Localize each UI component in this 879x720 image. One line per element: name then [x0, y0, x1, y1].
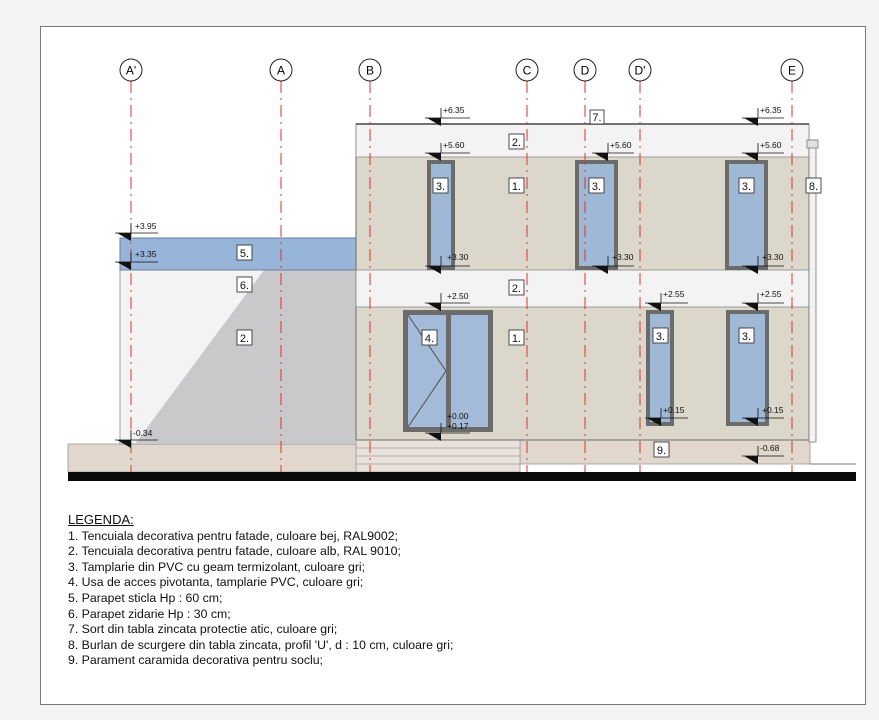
- level-label: +0.17: [447, 421, 469, 431]
- legend-item-5: 5. Parapet sticla Hp : 60 cm;: [68, 590, 223, 605]
- svg-text:1.: 1.: [511, 333, 522, 345]
- svg-text:3.: 3.: [591, 181, 602, 193]
- svg-text:E: E: [787, 63, 797, 78]
- tag-4: [422, 330, 437, 345]
- level-label: +2.55: [760, 289, 782, 299]
- axis-bubble-d-prime: [629, 59, 651, 81]
- level-label: +3.30: [612, 252, 634, 262]
- slab-band: [356, 270, 809, 307]
- legend-item-3: 3. Tamplarie din PVC cu geam termizolant, culoare gri;: [68, 559, 366, 574]
- tag-3-lower-2: [739, 328, 754, 343]
- svg-text:3.: 3.: [741, 181, 752, 193]
- svg-text:2.: 2.: [511, 283, 522, 295]
- level-label: +3.30: [447, 252, 469, 262]
- legend-item-1: 1. Tencuiala decorativa pentru fatade, culoare bej, RAL9002;: [68, 528, 398, 543]
- legend-item-6: 6. Parapet zidarie Hp : 30 cm;: [68, 606, 231, 621]
- tag-1-upper: [509, 178, 524, 193]
- svg-text:3.: 3.: [655, 331, 666, 343]
- svg-text:4.: 4.: [424, 333, 435, 345]
- ground-line: [68, 472, 856, 481]
- tag-5: [237, 245, 252, 260]
- svg-text:D: D: [580, 63, 590, 78]
- svg-text:3.: 3.: [435, 181, 446, 193]
- level-label: -0.34: [133, 428, 153, 438]
- tag-7: [590, 110, 604, 124]
- level-label: +5.60: [443, 140, 465, 150]
- axis-bubble-e: [781, 59, 803, 81]
- level-label: +3.95: [135, 221, 157, 231]
- svg-text:5.: 5.: [239, 248, 250, 260]
- svg-text:2.: 2.: [511, 137, 522, 149]
- level-label: -0.68: [760, 443, 780, 453]
- plinth-left: [68, 444, 356, 472]
- svg-text:1.: 1.: [511, 181, 522, 193]
- tag-2-slab: [509, 280, 524, 295]
- legend-item-4: 4. Usa de acces pivotanta, tamplarie PVC, culoare gri;: [68, 575, 364, 590]
- svg-text:B: B: [365, 63, 375, 78]
- tag-2-attic: [509, 134, 524, 149]
- level-label: +0.15: [762, 405, 784, 415]
- legend-title: LEGENDA:: [68, 512, 134, 527]
- svg-text:7.: 7.: [592, 112, 602, 124]
- tag-9: [654, 442, 669, 457]
- axis-bubble-a-prime: [120, 59, 142, 81]
- tag-2-left: [237, 330, 252, 345]
- axis-bubble-d: [574, 59, 596, 81]
- svg-text:2.: 2.: [239, 333, 250, 345]
- level-label: +5.60: [760, 140, 782, 150]
- svg-text:6.: 6.: [239, 280, 250, 292]
- level-label: +0.00: [447, 411, 469, 421]
- legend-item-2: 2. Tencuiala decorativa pentru fatade, culoare alb, RAL 9010;: [68, 544, 401, 559]
- svg-text:9.: 9.: [656, 445, 667, 457]
- svg-text:3.: 3.: [741, 331, 752, 343]
- level-label: +6.35: [443, 105, 465, 115]
- tag-6: [237, 277, 252, 292]
- svg-text:C: C: [522, 63, 532, 78]
- svg-text:A': A': [125, 63, 137, 78]
- level-label: +0.15: [663, 405, 685, 415]
- tag-3-upper-1: [433, 178, 448, 193]
- tag-3-upper-2: [589, 178, 604, 193]
- axis-bubbles: [120, 59, 803, 81]
- axis-bubble-c: [516, 59, 538, 81]
- tag-8: [806, 178, 821, 193]
- svg-text:A: A: [276, 63, 286, 78]
- axis-bubble-a: [270, 59, 292, 81]
- axis-bubble-b: [359, 59, 381, 81]
- level-label: +6.35: [760, 105, 782, 115]
- tag-1-lower: [509, 330, 524, 345]
- svg-text:D': D': [634, 63, 646, 78]
- tag-3-lower-1: [653, 328, 668, 343]
- legend: [68, 512, 453, 669]
- legend-item-7: 7. Sort din tabla zincata protectie atic, culoare gri;: [68, 622, 338, 637]
- level-label: +2.50: [447, 291, 469, 301]
- legend-item-8: 8. Burlan de scurgere din tabla zincata, profil 'U', d : 10 cm, culoare gri;: [68, 637, 454, 652]
- attic-band: [356, 124, 809, 157]
- level-label: +3.35: [135, 249, 157, 259]
- level-label: +3.30: [762, 252, 784, 262]
- legend-item-9: 9. Parament caramida decorativa pentru soclu;: [68, 653, 323, 668]
- tag-3-upper-3: [739, 178, 754, 193]
- level-label: +2.55: [663, 289, 685, 299]
- svg-text:8.: 8.: [808, 181, 819, 193]
- level-label: +5.60: [610, 140, 632, 150]
